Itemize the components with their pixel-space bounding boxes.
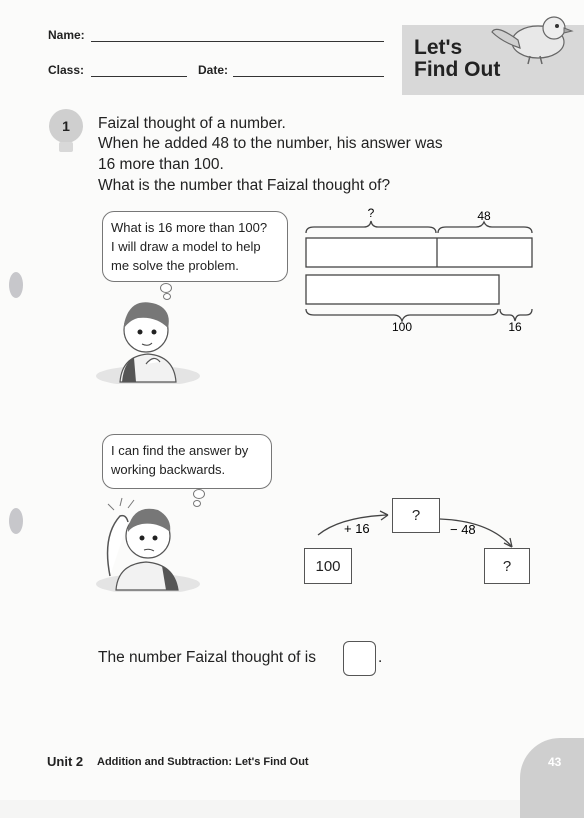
- date-label: Date:: [198, 63, 229, 77]
- bar-bottom: [306, 275, 499, 304]
- middle-value-box: ?: [392, 498, 440, 533]
- bubble2-line-1: I can find the answer by: [111, 443, 249, 458]
- thought-bubble-model: [102, 211, 288, 282]
- bubble1-line-1: What is 16 more than 100?: [111, 220, 268, 235]
- answer-input-box[interactable]: [343, 641, 376, 676]
- brace-48: [438, 222, 532, 233]
- question-line-2: When he added 48 to the number, his answer was: [98, 135, 443, 152]
- start-value-box: 100: [304, 548, 352, 584]
- bird-icon: [488, 8, 578, 66]
- answer-period: .: [378, 649, 383, 666]
- boy-thinking-icon: [96, 290, 200, 384]
- footer-unit: Unit 2: [47, 754, 84, 769]
- bubble1-line-2: I will draw a model to help: [111, 239, 261, 254]
- step-plus16-label: + 16: [344, 521, 370, 536]
- page-number: 43: [548, 755, 562, 769]
- name-label: Name:: [48, 28, 85, 42]
- model-48-label: 48: [477, 209, 491, 223]
- model-100-label: 100: [391, 320, 413, 334]
- badge-title-line1: Let's: [414, 36, 463, 59]
- bubble2-line-2: working backwards.: [111, 462, 226, 477]
- bar-top: [306, 238, 532, 267]
- page-number-tab: [520, 738, 584, 818]
- end-value-box: ?: [484, 548, 530, 584]
- model-unknown-label: ?: [367, 206, 375, 220]
- answer-sentence: The number Faizal thought of is: [98, 649, 316, 666]
- brace-unknown: [306, 221, 436, 233]
- bubble1-line-3: me solve the problem.: [111, 258, 239, 273]
- binder-hole-top: [9, 272, 23, 298]
- question-number-badge: [47, 108, 85, 158]
- bar-model: [300, 203, 540, 343]
- model-16-label: 16: [508, 320, 522, 334]
- question-line-3: 16 more than 100.: [98, 156, 224, 173]
- footer-title: Addition and Subtraction: Let's Find Out: [97, 756, 309, 768]
- date-field[interactable]: [233, 76, 384, 77]
- class-label: Class:: [48, 63, 85, 77]
- question-line-4: What is the number that Faizal thought of?: [98, 177, 391, 194]
- question-line-1: Faizal thought of a number.: [98, 115, 286, 132]
- badge-title-line2: Find Out: [414, 58, 501, 81]
- class-field[interactable]: [91, 76, 187, 77]
- binder-hole-bottom: [9, 508, 23, 534]
- step-minus48-label: − 48: [450, 522, 476, 537]
- question-number: 1: [62, 118, 70, 134]
- boy-scratching-head-icon: [92, 496, 200, 592]
- thought-bubble-backwards: [102, 434, 272, 489]
- name-field[interactable]: [91, 41, 384, 42]
